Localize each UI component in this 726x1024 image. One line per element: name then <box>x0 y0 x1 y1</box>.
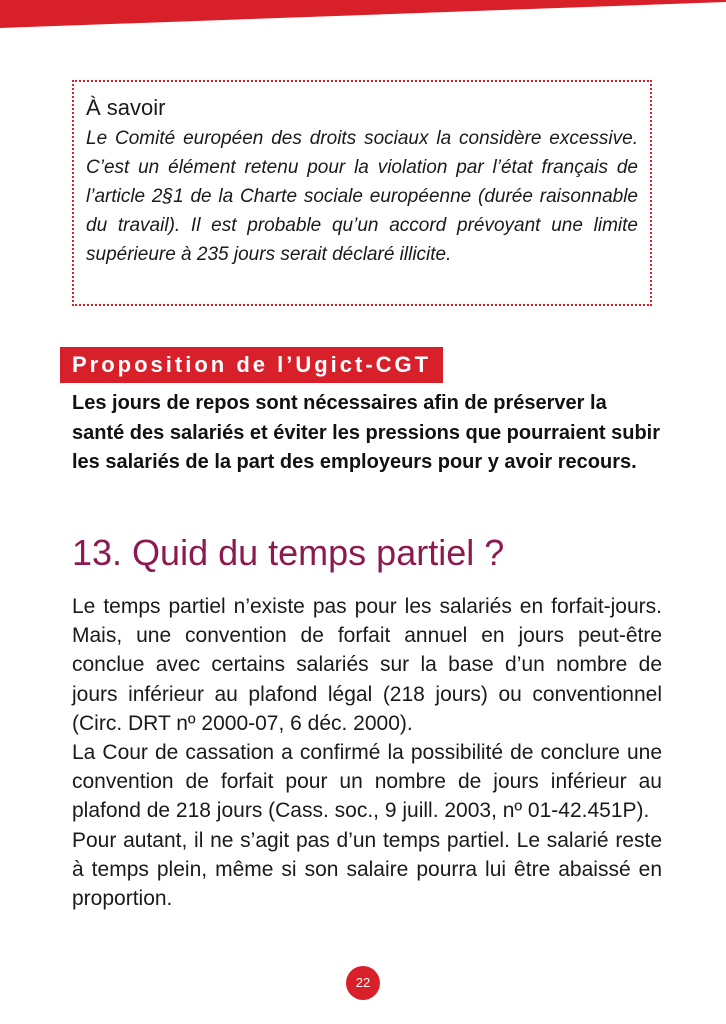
proposition-tag: Proposition de l’Ugict-CGT <box>60 347 443 383</box>
info-box <box>72 80 652 306</box>
proposition-text: Les jours de repos sont nécessaires afin de préserver la santé des salariés et éviter les pressions que pourraient subir les salariés de la part des employeurs pour y avoir recours. <box>72 392 661 473</box>
body-paragraph: La Cour de cassation a confirmé la possibilité de conclure une convention de forfait pour un nombre de jours inférieur au plafond de 218 jours (Cass. soc., 9 juill. 2003, nº 01-42.451P). <box>72 741 662 823</box>
body-paragraph: Le temps partiel n’existe pas pour les salariés en forfait-jours. Mais, une convention de forfait annuel en jours peut-être conclue avec certains salariés sur la base d’un nombre de jours inférieur au plafond légal (218 jours) ou conventionnel (Circ. DRT nº 2000-07, 6 déc. 2000). <box>72 595 662 735</box>
top-red-band <box>0 0 726 30</box>
info-box-title: À savoir <box>86 95 166 120</box>
page-number-badge: 22 <box>346 966 380 1000</box>
section-heading: 13. Quid du temps partiel ? <box>72 532 505 573</box>
info-box-text: Le Comité européen des droits sociaux la considère excessive. C’est un élément retenu pour la violation par l’état français de l’article 2§1 de la Charte sociale européenne (durée raisonnable du travail). Il est probable qu’un accord prévoyant une limite supérieure à 235 jours serait déclaré illicite. <box>86 128 638 265</box>
body-paragraph: Pour autant, il ne s’agit pas d’un temps partiel. Le salarié reste à temps plein, même si son salaire pourra lui être abaissé en proportion. <box>72 828 662 911</box>
section-body <box>72 592 662 913</box>
